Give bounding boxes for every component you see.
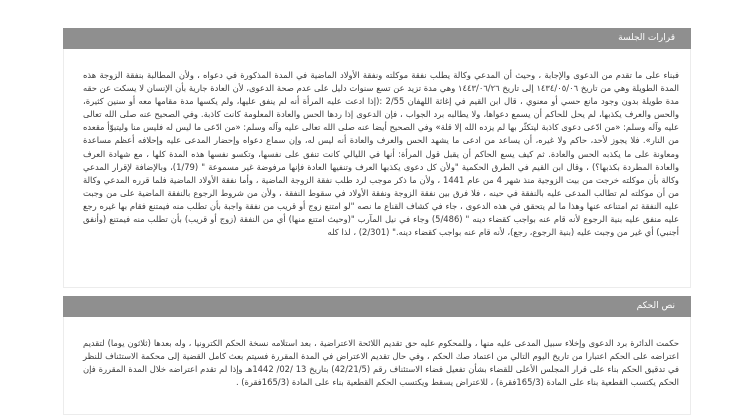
decisions-title: قرارات الجلسة [618,33,675,43]
ruling-header [63,296,691,317]
decisions-body: فبناء على ما تقدم من الدعوى والإجابة ، وحيث أن المدعي وكالة يطلب نفقة موكلته ونفقة الأولاد الماضية في المدة المذكورة في دعواه ، ولأن المطالبة بنفقة الزوجة هذه المدة الطويلة وهي من تاريخ ١٤٣٤/٠٥/٠٦ إلى تاريخ ١٤٤٣/٠٦/٢٦ وهي مدة تزيد عن تسع سنوات دليل على عدم صحة الدعوى، لأن العادة جارية بأن الإنسان لا يسكت عن حقه مدة طويلة بدون وجود مانع حسي أو معنوي ، قال ابن القيم في إغاثة اللهفان 2/55 :(إذا ادعت عليه المرأة أنه لم ينفق عليها، ولم يكسها مدة مقامها معه أو سنين كثيرة، والحس والعرف يكذبها، لم يحل للحاكم أن يسمع دعواها، ولا يطالبه برد الجواب ، فإن الدعوى إذا ردها الحس والعادة المعلومة كانت كاذبة. وفي الصحيح عنه صلى الله تعالى عليه وآله وسلم: «من ادّعى دعوى كاذبة ليتكثّر بها لم يزده الله إلا قلة» وفي الصحيح أيضا عنه صلى الله تعالى عليه وآله وسلم: «من ادّعى ما ليس له فليس منا وليتبوّأ مقعده من النار». فلا يجوز لأحد، حاكم ولا غيره، أن يساعد من ادعى ما يشهد الحس والعرف والعادة أنه ليس له، وإن سماع دعواه وإحضار المدعى عليه وإحلافه أعظم مساعدة ومعاونة على ما يكذبه الحس والعادة. ثم كيف يسع الحاكم أن يقبل قول المرأة: أنها في الليالي كانت تنفق على نفسها، وتكسو نفسها هذه المدة كلها ، مع شهادة العرف والعادة المطردة بكذبها؟) ، وقال ابن القيم في الطرق الحكمية "ولأن كل دعوى يكذبها العرف وتنفيها العادة فإنها مرفوضة غير مسموعة " (1/79)، وبالإضافة لإقرار المدعي وكالة بأن موكلته خرجت من بيت الزوجية منذ شهر 4 من عام 1441 ، ولأن ما ذكر موجب لرد طلب نفقة الزوجة الماضية ، وأما نفقة الأولاد الماضية فلما قرره المدعي وكالة من أن موكلته لم تطالب المدعى عليه بالنفقة في حينه ، فلا فرق بين نفقة الزوجة ونفقة الأولاد في سقوط النفقة ، ولأن من شروط الرجوع بالنفقة الماضية على من وجبت عليه النفقة ثم امتناعه عنها وهذا ما لم يتحقق في هذه الدعوى ، جاء في كشاف القناع ما نصه "لو امتنع زوج أو قريب من نفقة واجبة بأن تطلب منه فيمتنع فقام بها غيره رجع عليه منفق عليه بنية الرجوع لأنه قام عنه بواجب كقضاء دينه " (5/486) وجاء في نيل المآرب "(وحيث امتنع منها) أي من النفقة (زوج أو قريب) بأن تطلب منه فيمتنع (وأنفق أجنبي) أي غير من وجبت عليه (بنية الرجوع، رجع)، لأنه قام عنه بواجب كقضاء دينه." (2/301) ، لذا كله [83,70,680,238]
ruling-body: حكمت الدائرة برد الدعوى وإخلاء سبيل المدعى عليه منها ، وللمحكوم عليه حق تقديم اللائحة الاعتراضية ، بعد استلامه نسخة الحكم الكترونيا ، وله بعدها (ثلاثون يوما) لتقديم اعتراضه على الحكم اعتبارا من تاريخ اليوم التالي من اعتماد صك الحكم ، وفي حال تقديم الاعتراض في المدة المقررة فسيتم بعث كامل القضية إلى محكمة الاستئناف للنظر في تدقيق الحكم بناء على قرار المجلس الأعلى للقضاء بشأن تفعيل قضاء الاستئناف رقم (42/21/5) بتاريخ 13 /02/ 1442هـ وإذا لم تقدم اعتراضه خلال المدة المقررة فإن الحكم يكتسب القطعية بناء على المادة (165/3فقرة) ، للاعتراض يسقط ويكتسب الحكم القطعية بناء على المادة (165/3فقرة) . [83,338,679,388]
decisions-header [63,28,691,49]
ruling-title: نص الحكم [636,301,675,311]
